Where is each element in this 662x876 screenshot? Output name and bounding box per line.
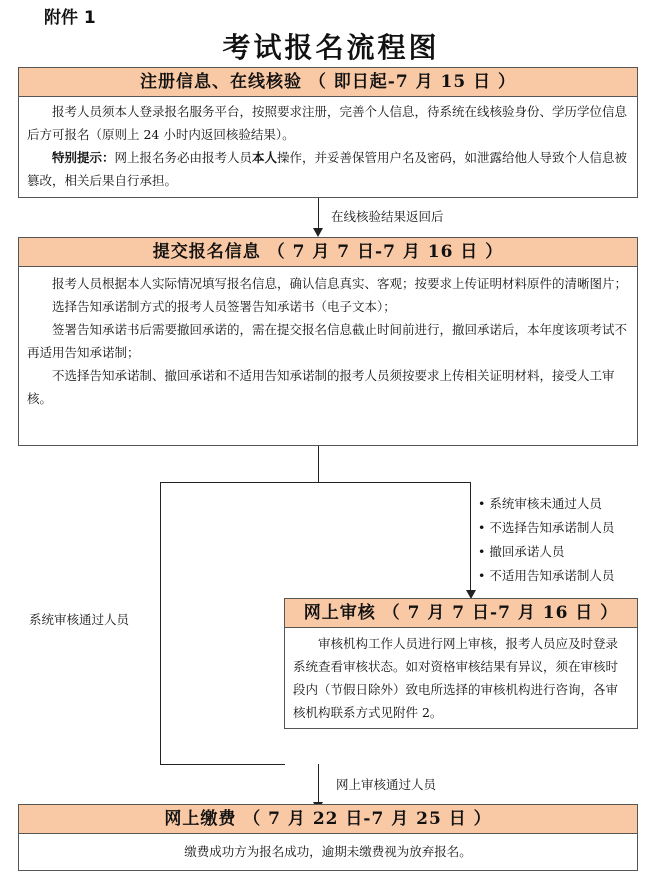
step2-paragraph-4: 不选择告知承诺制、撤回承诺和不适用告知承诺制的报考人员须按要求上传相关证明材料，接受人工审核。 <box>27 368 615 406</box>
step2-box <box>18 237 638 446</box>
step1-paragraph: 报考人员须本人登录报名服务平台，按照要求注册，完善个人信息，待系统在线核验身份、学历学位信息后方可报名（原则上 24 小时内返回核验结果）。 <box>27 104 628 142</box>
branch-horizontal-top <box>160 482 471 483</box>
branch-right-item: • 撤回承诺人员 <box>478 540 614 564</box>
connector-2-down <box>318 446 319 482</box>
branch-right-item: • 不选择告知承诺制人员 <box>478 516 614 540</box>
arrow2-label: 网上审核通过人员 <box>336 777 437 792</box>
step1-note <box>27 146 629 192</box>
step3-header: 网上审核 （ 7 月 7 日-7 月 16 日 ） <box>285 599 637 628</box>
step3-paragraph: 审核机构工作人员进行网上审核，报考人员应及时登录系统查看审核状态。如对资格审核结果有异议，须在审核时段内（节假日除外）致电所选择的审核机构进行咨询，各审核机构联系方式见附件 2。 <box>293 636 619 720</box>
page-title: 考试报名流程图 <box>222 31 440 64</box>
arrowhead-1 <box>313 228 323 237</box>
step4-box <box>18 804 638 871</box>
step4-body <box>19 834 637 863</box>
step3-box <box>284 598 638 729</box>
step1-box <box>18 67 638 198</box>
connector-3 <box>318 764 319 802</box>
attachment-label: 附件 1 <box>44 8 96 28</box>
branch-right-item: • 不适用告知承诺制人员 <box>478 564 614 588</box>
step4-header: 网上缴费 （ 7 月 22 日-7 月 25 日 ） <box>19 805 637 834</box>
step1-note-text-b: 操作，并妥善保管用户名及密码，如泄露给他人导致个人信息被篡改，相关后果自行承担。 <box>27 150 628 188</box>
step1-body <box>19 97 637 192</box>
arrow1-label: 在线核验结果返回后 <box>331 209 444 224</box>
step2-paragraph-2: 选择告知承诺制方式的报考人员签署告知承诺书（电子文本）； <box>52 299 396 314</box>
branch-bottom-horizontal <box>160 764 285 765</box>
step4-paragraph: 缴费成功方为报名成功，逾期未缴费视为放弃报名。 <box>184 844 472 859</box>
step1-note-text-a: 网上报名务必由报考人员 <box>114 150 253 165</box>
branch-left-vertical <box>160 482 161 764</box>
branch-left-label: 系统审核通过人员 <box>29 612 130 627</box>
step2-body <box>19 267 637 410</box>
step2-paragraph-3: 签署告知承诺书后需要撤回承诺的，需在提交报名信息截止时间前进行，撤回承诺后，本年度该项考试不再适用告知承诺制； <box>27 322 628 360</box>
branch-right-item: • 系统审核未通过人员 <box>478 492 614 516</box>
branch-right-list <box>478 492 614 588</box>
connector-1 <box>318 198 319 228</box>
step1-note-bold: 本人 <box>252 150 278 165</box>
branch-right-vertical <box>470 482 471 590</box>
step2-header: 提交报名信息 （ 7 月 7 日-7 月 16 日 ） <box>19 238 637 267</box>
step3-body <box>285 628 637 724</box>
step1-note-label: 特别提示： <box>52 150 115 165</box>
step1-header: 注册信息、在线核验 （ 即日起-7 月 15 日 ） <box>19 68 637 97</box>
step2-paragraph-1: 报考人员根据本人实际情况填写报名信息，确认信息真实、客观；按要求上传证明材料原件的清晰图片； <box>52 276 628 291</box>
